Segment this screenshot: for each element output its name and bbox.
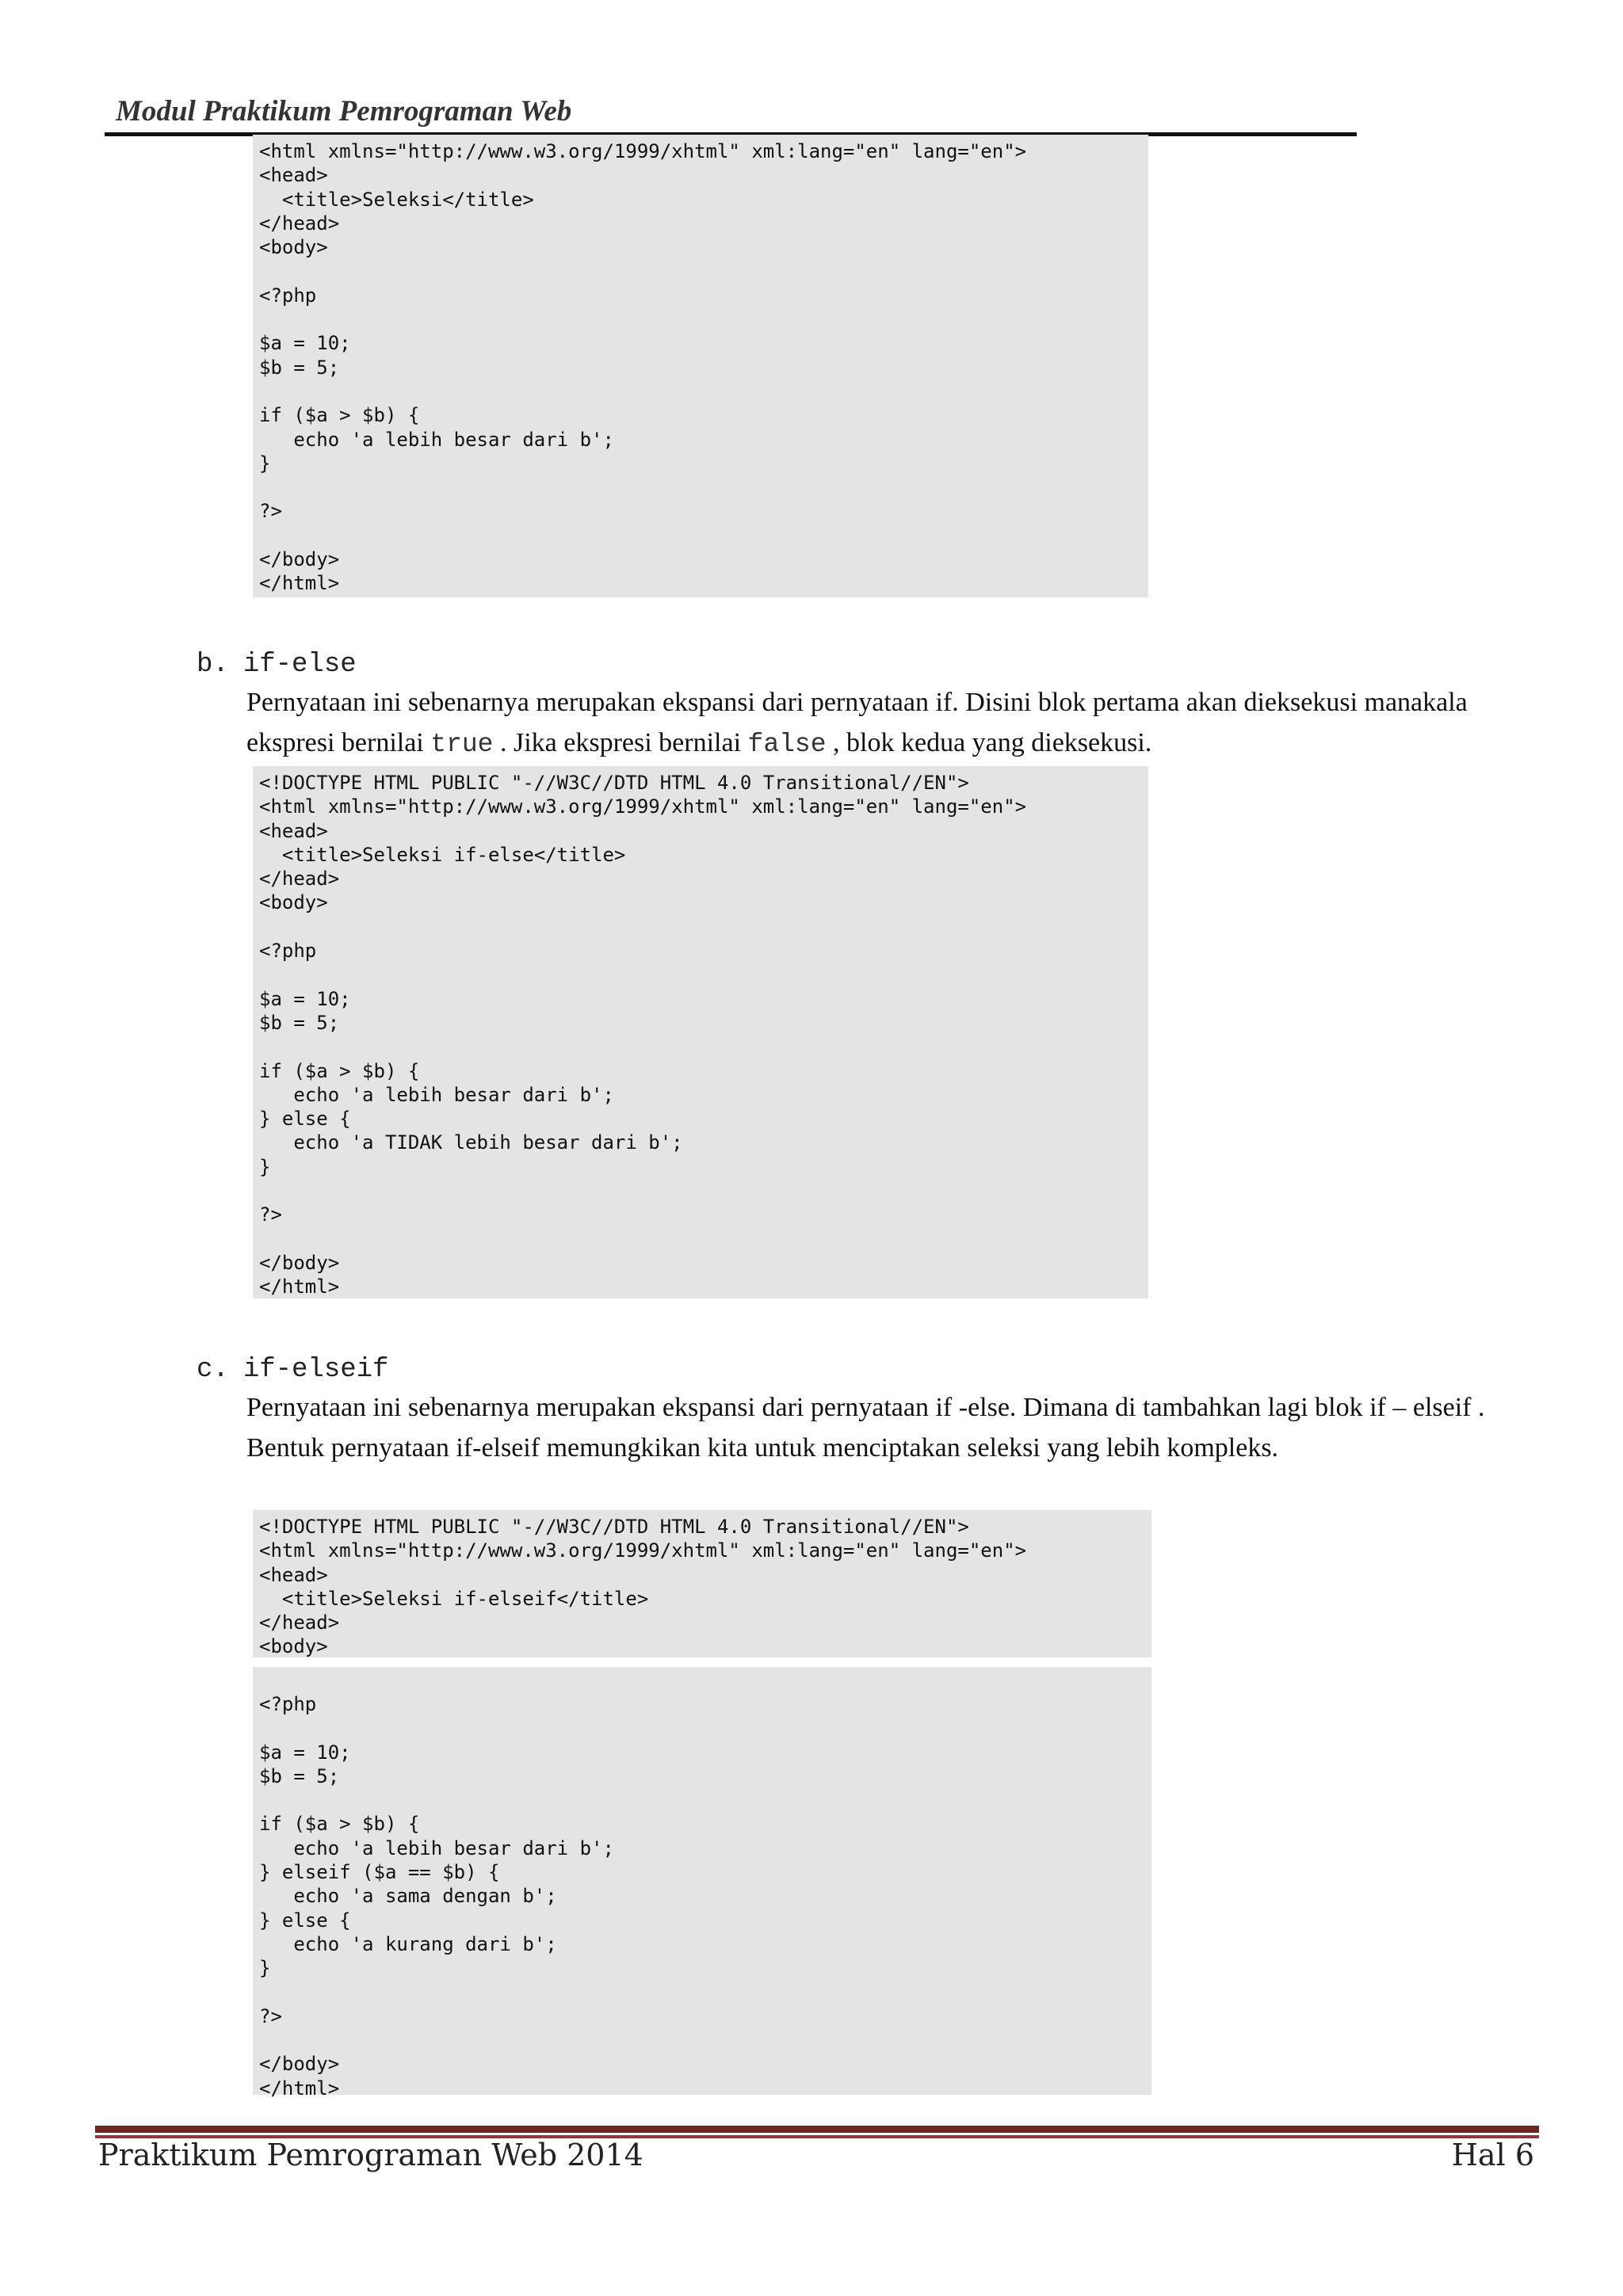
section-c-heading	[197, 1356, 388, 1383]
code-block-if-elseif-head	[253, 1510, 1151, 1657]
code-text: <!DOCTYPE HTML PUBLIC "-//W3C//DTD HTML 4.0 Transitional//EN"> <html xmlns="http://www.w3.org/1999/xhtml" xml:lang="en" lang="en"> <head> <title>Seleksi if-else</title> </head> <body> <?php $a = 10; $b = 5; if ($a > $b) { echo 'a lebih besar dari b'; } else { echo 'a TIDAK lebih besar dari b'; } ?> </body> </html>	[259, 772, 1027, 1299]
para-text: Pernyataan ini sebenarnya merupakan ekspansi dari pernyataan if. Disini blok pertama akan dieksekusi manakala ekspresi bernilai	[246, 688, 1468, 757]
footer-rule	[95, 2126, 1539, 2133]
code-text: <?php $a = 10; $b = 5; if ($a > $b) { echo 'a lebih besar dari b'; } elseif ($a == $b) { echo 'a sama dengan b'; } else { echo 'a kurang dari b'; } ?> </body> </html>	[259, 1693, 614, 2100]
section-c-title: if-elseif	[242, 1355, 389, 1385]
code-block-if-elseif-php	[253, 1667, 1151, 2100]
footer-title: Praktikum Pemrograman Web 2014	[98, 2138, 643, 2172]
code-text: <!DOCTYPE HTML PUBLIC "-//W3C//DTD HTML 4.0 Transitional//EN"> <html xmlns="http://www.w3.org/1999/xhtml" xml:lang="en" lang="en"> <head> <title>Seleksi if-elseif</title> </head> <body>	[259, 1516, 1027, 1658]
code-block-seleksi	[253, 135, 1148, 597]
section-c-paragraph: Pernyataan ini sebenarnya merupakan ekspansi dari pernyataan if -else. Dimana di tambahkan lagi blok if – elseif . Bentuk pernyataan if-elseif memungkikan kita untuk menciptakan seleksi yang lebih kompleks.	[246, 1393, 1485, 1463]
section-c-marker: c.	[197, 1355, 229, 1385]
para-text: . Jika ekspresi bernilai	[493, 728, 748, 757]
para-text: , blok kedua yang dieksekusi.	[826, 728, 1152, 757]
section-b-marker: b.	[197, 650, 229, 680]
code-text: <html xmlns="http://www.w3.org/1999/xhtml" xml:lang="en" lang="en"> <head> <title>Seleksi</title> </head> <body> <?php $a = 10; $b = 5; if ($a > $b) { echo 'a lebih besar dari b'; } ?> </body> </html>	[259, 140, 1027, 595]
code-false: false	[747, 730, 827, 759]
section-b-paragraph	[246, 682, 1546, 765]
section-b-title: if-else	[242, 650, 357, 680]
code-true: true	[430, 730, 494, 759]
header-title: Modul Praktikum Pemrograman Web	[116, 95, 572, 128]
code-block-if-else	[253, 766, 1148, 1299]
section-b-heading	[197, 651, 357, 678]
page-number: Hal 6	[1451, 2138, 1534, 2172]
